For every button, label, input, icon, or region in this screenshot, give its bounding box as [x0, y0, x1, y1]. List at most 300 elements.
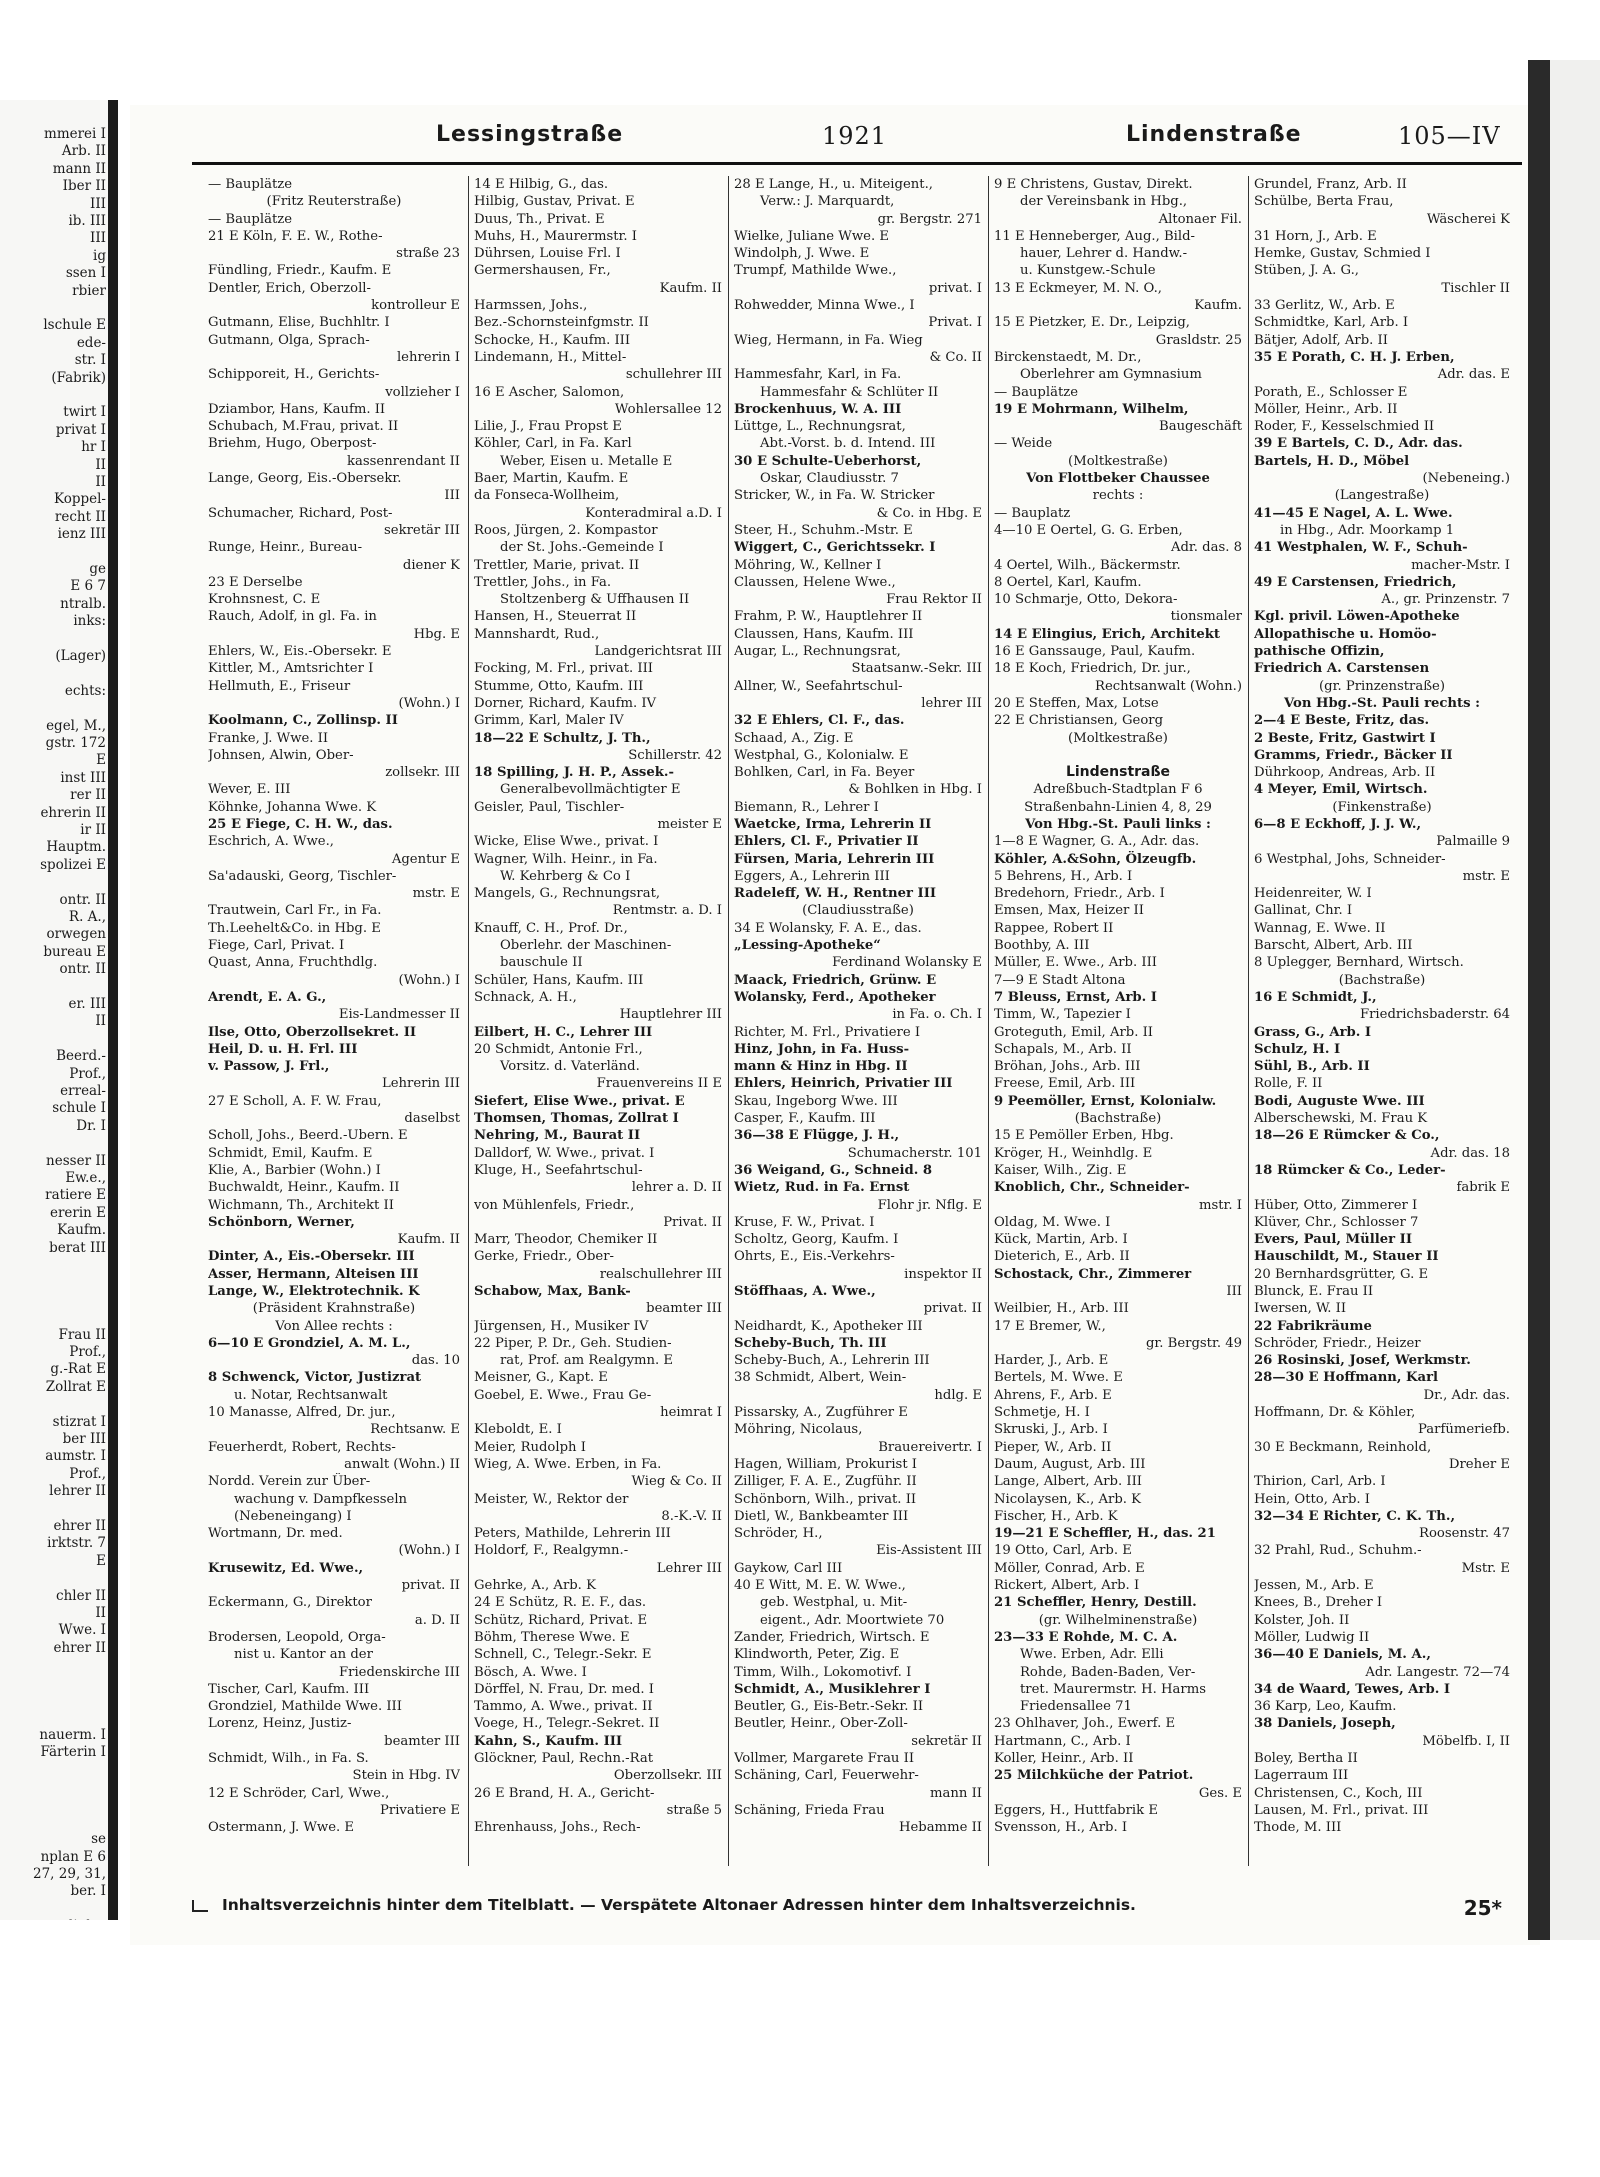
directory-line: Kruse, F. W., Privat. I [734, 1214, 875, 1230]
directory-line: Neidhardt, K., Apotheker III [734, 1318, 923, 1334]
directory-line: 10 Schmarje, Otto, Dekora- [994, 592, 1178, 608]
directory-line: Kleboldt, E. I [474, 1422, 562, 1438]
directory-line: (Finkenstraße) [1332, 799, 1432, 815]
directory-line: 34 E Wolansky, F. A. E., das. [734, 920, 922, 936]
directory-line: Bösch, A. Wwe. I [474, 1664, 587, 1680]
directory-line: das. 10 [411, 1353, 460, 1369]
facing-page-line: ssen I [65, 265, 106, 282]
directory-line: Klüver, Chr., Schlosser 7 [1254, 1214, 1419, 1230]
directory-line: Wietz, Rud. in Fa. Ernst [734, 1180, 910, 1196]
facing-page-line: ede- [76, 334, 106, 351]
directory-line: privat. I [928, 280, 982, 296]
directory-line: Schumacherstr. 101 [847, 1145, 982, 1161]
directory-line: Hammesfahr & Schlüter II [760, 384, 939, 400]
directory-line: Ohrts, E., Eis.-Verkehrs- [734, 1249, 895, 1265]
directory-line: Parfümeriefb. [1418, 1422, 1510, 1438]
directory-line: 36 Karp, Leo, Kaufm. [1254, 1699, 1397, 1715]
directory-line: (Bachstraße) [1074, 1111, 1162, 1127]
directory-line: Friedensallee 71 [1020, 1699, 1132, 1715]
directory-line: — Bauplätze [994, 384, 1078, 400]
directory-line: 6 Westphal, Johs, Schneider- [1254, 851, 1446, 867]
directory-line: Dreher E [1448, 1456, 1510, 1472]
directory-line: lehrerin I [396, 349, 460, 365]
directory-line: Dietl, W., Bankbeamter III [734, 1508, 909, 1524]
directory-line: Wieg & Co. II [631, 1474, 722, 1490]
directory-line: Blunck, E. Frau II [1254, 1284, 1374, 1299]
directory-line: Wolansky, Ferd., Apotheker [734, 989, 936, 1005]
directory-line: Schäning, Carl, Feuerwehr- [734, 1768, 919, 1784]
directory-line: 7—9 E Stadt Altona [994, 972, 1126, 988]
directory-line: Windolph, J. Wwe. E [734, 246, 870, 262]
directory-line: 20 E Steffen, Max, Lotse [994, 695, 1159, 711]
directory-line: 8 Oertel, Karl, Kaufm. [994, 574, 1142, 590]
directory-line: 19—21 E Scheffler, H., das. 21 [994, 1526, 1216, 1542]
facing-page-line: (Fabrik) [51, 369, 106, 386]
directory-line: Rickert, Albert, Arb. I [994, 1578, 1140, 1594]
directory-line: Casper, F., Kaufm. III [734, 1111, 876, 1127]
directory-line: Lausen, M. Frl., privat. III [1254, 1802, 1429, 1818]
directory-line: Frauenvereins II E [596, 1076, 722, 1092]
corner-mark [192, 1900, 208, 1912]
directory-line: Ilse, Otto, Oberzollsekret. II [208, 1024, 417, 1040]
facing-page-line: schule I [52, 1100, 106, 1117]
directory-line: Gutmann, Elise, Buchhltr. I [208, 315, 390, 331]
directory-line: Ehlers, Heinrich, Privatier III [734, 1076, 953, 1092]
directory-line: 24 E Schütz, R. E. F., das. [474, 1595, 647, 1611]
directory-line: 18—26 E Rümcker & Co., [1254, 1128, 1440, 1144]
directory-line: sekretär II [911, 1733, 982, 1749]
directory-line: Th.Leehelt&Co. in Hbg. E [208, 920, 381, 936]
directory-line: lehrer a. D. II [631, 1180, 722, 1196]
directory-line: Fündling, Friedr., Kaufm. E [208, 263, 392, 279]
directory-line: Knees, B., Dreher I [1254, 1595, 1383, 1611]
directory-line: vollzieher I [385, 384, 460, 400]
directory-line: Timm, Wilh., Lokomotivf. I [734, 1664, 912, 1680]
directory-line: Skruski, J., Arb. I [994, 1422, 1108, 1438]
facing-page-line: III [90, 230, 106, 247]
directory-line: Dinter, A., Eis.-Obersekr. III [208, 1249, 415, 1265]
directory-line: Westphal, G., Kolonialw. E [734, 747, 909, 763]
directory-line: Kaufm. [1194, 298, 1242, 314]
directory-line: daselbst [404, 1111, 460, 1127]
directory-line: Geisler, Paul, Tischler- [474, 799, 625, 815]
facing-page-line: ber. I [70, 1883, 106, 1900]
facing-page-line: III [90, 195, 106, 212]
directory-line: Buchwaldt, Heinr., Kaufm. II [208, 1180, 400, 1196]
directory-line: Brauereivertr. I [878, 1439, 982, 1455]
directory-line: Runge, Heinr., Bureau- [208, 540, 363, 556]
directory-line: Mannshardt, Rud., [474, 626, 600, 642]
directory-line: Koolmann, C., Zollinsp. II [208, 713, 398, 729]
directory-line: diener K [402, 557, 460, 573]
footer-text: Inhaltsverzeichnis hinter dem Titelblatt. — Verspätete Altonaer Adressen hinter dem Inhaltsverzeichnis. [222, 1896, 1136, 1914]
directory-line: Heil, D. u. H. Frl. III [208, 1041, 358, 1057]
facing-page-line: nplan E 6 [40, 1848, 106, 1865]
directory-line: fabrik E [1456, 1180, 1510, 1196]
directory-line: 5 Behrens, H., Arb. I [994, 868, 1133, 884]
directory-line: Stüben, J. A. G., [1254, 263, 1359, 279]
facing-page-line: Färterin I [40, 1744, 106, 1761]
directory-line: rat, Prof. am Realgymn. E [500, 1353, 674, 1369]
directory-line: Frau Rektor II [886, 592, 982, 608]
facing-page-line: irktstr. 7 [47, 1535, 106, 1552]
directory-line: Friedenskirche III [339, 1664, 460, 1680]
directory-line: Schabow, Max, Bank- [474, 1284, 631, 1299]
directory-line: 9 Peemöller, Ernst, Kolonialw. [994, 1093, 1217, 1109]
footer-page-number: 25* [1463, 1896, 1502, 1920]
facing-page-line: Arb. II [61, 143, 106, 160]
directory-line: da Fonseca-Wollheim, [474, 488, 620, 504]
directory-line: a. D. II [414, 1612, 460, 1628]
directory-line: Dörffel, N. Frau, Dr. med. I [474, 1681, 655, 1697]
directory-line: 23 Ohlhaver, Joh., Ewerf. E [994, 1716, 1176, 1732]
directory-line: Brodersen, Leopold, Orga- [208, 1629, 386, 1645]
directory-line: Asser, Hermann, Alteisen III [208, 1266, 419, 1282]
directory-line: 6—8 E Eckhoff, J. J. W., [1254, 816, 1422, 832]
directory-line: 32 E Ehlers, Cl. F., das. [734, 713, 905, 729]
directory-line: Mstr. E [1461, 1560, 1510, 1576]
directory-line: Möbelfb. I, II [1422, 1733, 1510, 1749]
column-2 [474, 176, 722, 1836]
directory-line: privat. II [923, 1301, 982, 1317]
directory-line: Bohlken, Carl, in Fa. Beyer [734, 765, 915, 781]
directory-line: Zilliger, F. A. E., Zugführ. II [734, 1474, 917, 1490]
directory-line: Dieterich, E., Arb. II [994, 1249, 1130, 1265]
facing-page-line: berat III [49, 1239, 106, 1256]
directory-line: 32—34 E Richter, C. K. Th., [1254, 1508, 1456, 1524]
directory-line: Privat. I [928, 315, 982, 331]
directory-line: Wever, E. III [208, 782, 291, 798]
directory-line: 32 Prahl, Rud., Schuhm.- [1254, 1543, 1422, 1559]
directory-line: 30 E Schulte-Ueberhorst, [734, 453, 922, 469]
directory-line: Lehrerin III [382, 1076, 460, 1092]
directory-line: Wohlersallee 12 [614, 401, 722, 417]
directory-line: Stein in Hbg. IV [352, 1768, 460, 1784]
directory-line: der Vereinsbank in Hbg., [1020, 194, 1188, 210]
directory-line: Knauff, C. H., Prof. Dr., [474, 920, 628, 936]
directory-line: Schönborn, Werner, [208, 1214, 355, 1230]
directory-line: 27 E Scholl, A. F. W. Frau, [208, 1093, 382, 1109]
facing-page-line: ehrer II [53, 1518, 106, 1534]
directory-line: Dentler, Erich, Oberzoll- [208, 280, 371, 296]
facing-page-line: gstr. 172 [45, 735, 106, 751]
directory-line: Gutmann, Olga, Sprach- [208, 332, 370, 348]
directory-line: 18 Rümcker & Co., Leder- [1254, 1162, 1446, 1178]
facing-page-line: ehrerin II [40, 804, 106, 821]
directory-line: Emsen, Max, Heizer II [994, 903, 1144, 919]
directory-line: Hüber, Otto, Zimmerer I [1254, 1197, 1418, 1213]
directory-line: 28—30 E Hoffmann, Karl [1254, 1370, 1439, 1386]
directory-line: Rentmstr. a. D. I [612, 903, 722, 919]
directory-line: realschullehrer III [599, 1266, 722, 1282]
directory-line: beamter III [384, 1733, 460, 1749]
directory-line: Friedrichsbaderstr. 64 [1359, 1007, 1510, 1023]
facing-page-line: ererin E [49, 1204, 106, 1221]
directory-line: Möhring, W., Kellner I [734, 557, 882, 573]
directory-line: Oberlehrer am Gymnasium [1020, 367, 1202, 383]
directory-line: v. Passow, J. Frl., [208, 1059, 330, 1075]
directory-line: meister E [657, 816, 722, 832]
facing-page-line: Koppel- [53, 491, 106, 508]
directory-line: — Weide [994, 436, 1053, 452]
directory-line: (Moltkestraße) [1068, 453, 1168, 469]
directory-line: Köhler, Carl, in Fa. Karl [474, 436, 632, 452]
facing-page-line: rer II [70, 787, 106, 804]
directory-line: straße 23 [396, 246, 460, 262]
directory-line: 18 E Koch, Friedrich, Dr. jur., [994, 661, 1191, 677]
directory-line: Bertels, M. Wwe. E [994, 1370, 1123, 1386]
directory-line: Roos, Jürgen, 2. Kompastor [474, 522, 658, 538]
directory-line: Schipporeit, H., Gerichts- [208, 367, 380, 383]
directory-line: Claussen, Hans, Kaufm. III [734, 626, 914, 642]
directory-line: (Wohn.) I [398, 695, 460, 711]
directory-line: tionsmaler [1170, 609, 1242, 625]
directory-line: 16 E Ganssauge, Paul, Kaufm. [994, 644, 1196, 660]
directory-line: Gehrke, A., Arb. K [474, 1578, 596, 1594]
directory-line: hauer, Lehrer d. Handw.- [1020, 246, 1188, 262]
directory-line: & Bohlken in Hbg. I [848, 782, 982, 798]
directory-line: inspektor II [904, 1266, 982, 1282]
directory-line: (Bachstraße) [1338, 972, 1426, 988]
directory-line: Allopathische u. Homöo- [1254, 626, 1437, 642]
directory-line: 17 E Bremer, W., [994, 1318, 1106, 1334]
directory-line: Allner, W., Seefahrtschul- [734, 678, 903, 694]
directory-line: Ehrenhauss, Johs., Rech- [474, 1820, 641, 1836]
directory-line: Weber, Eisen u. Metalle E [500, 453, 673, 469]
directory-line: 25 Milchküche der Patriot. [994, 1768, 1194, 1784]
directory-line: 11 E Henneberger, Aug., Bild- [994, 228, 1195, 244]
directory-line: Wichmann, Th., Architekt II [208, 1197, 394, 1213]
directory-line: Freese, Emil, Arb. III [994, 1076, 1136, 1092]
directory-line: Lagerraum III [1254, 1768, 1349, 1784]
directory-line: (Wohn.) I [398, 972, 460, 988]
directory-line: Böhm, Therese Wwe. E [474, 1629, 630, 1645]
directory-line: anwalt (Wohn.) II [344, 1456, 460, 1472]
directory-line: Schostack, Chr., Zimmerer [994, 1266, 1192, 1282]
directory-line: Straßenbahn-Linien 4, 8, 29 [1024, 799, 1212, 815]
directory-line: Müller, E. Wwe., Arb. III [994, 955, 1157, 971]
directory-line: Hebamme II [898, 1820, 982, 1836]
directory-line: Lehrer III [656, 1560, 722, 1576]
directory-line: Schaad, A., Zig. E [734, 730, 854, 746]
footer-note [192, 1896, 1522, 1920]
directory-line: Nehring, M., Baurat II [474, 1128, 641, 1144]
facing-page-line: ienz III [57, 526, 106, 543]
directory-line: Hauschildt, M., Stauer II [1254, 1249, 1439, 1265]
facing-page-line: echts: [64, 682, 106, 699]
directory-line: Schmidtke, Karl, Arb. I [1254, 315, 1409, 331]
directory-line: 23—33 E Rohde, M. C. A. [994, 1629, 1178, 1645]
directory-line: Augar, L., Rechnungsrat, [734, 644, 901, 660]
facing-page-line: orwegen [46, 926, 106, 943]
directory-line: 38 Schmidt, Albert, Wein- [734, 1370, 907, 1386]
directory-line: Bredehorn, Friedr., Arb. I [994, 886, 1165, 902]
directory-line: Muhs, H., Maurermstr. I [474, 228, 638, 244]
column-divider [728, 176, 729, 1866]
directory-line: Scholtz, Georg, Kaufm. I [734, 1232, 899, 1248]
facing-page-line: nesser II [46, 1152, 106, 1169]
directory-line: Skau, Ingeborg Wwe. III [734, 1093, 898, 1109]
directory-line: Hartmann, C., Arb. I [994, 1733, 1131, 1749]
directory-line: — Bauplätze [208, 211, 292, 227]
directory-line: (Nebeneingang) I [234, 1508, 352, 1524]
directory-line: Timm, W., Tapezier I [994, 1007, 1131, 1023]
directory-line: 13 E Eckmeyer, M. N. O., [994, 280, 1162, 296]
directory-line: Koller, Heinr., Arb. II [994, 1751, 1134, 1767]
directory-line: Heidenreiter, W. I [1254, 886, 1372, 902]
book-gutter [108, 100, 118, 1920]
directory-line: Evers, Paul, Müller II [1254, 1232, 1413, 1248]
directory-line: u. Notar, Rechtsanwalt [234, 1387, 388, 1403]
facing-page-line: E 6 7 [70, 578, 106, 595]
directory-line: zollsekr. III [385, 765, 460, 781]
header-left-street: Lessingstraße [436, 122, 624, 147]
facing-page-line: Zollrat E [45, 1378, 106, 1395]
directory-line: mstr. I [1198, 1197, 1242, 1213]
directory-line: Kaufm. II [659, 280, 722, 296]
directory-line: Flohr jr. Nflg. E [877, 1197, 982, 1213]
directory-line: Ahrens, F., Arb. E [994, 1387, 1112, 1403]
directory-line: Hein, Otto, Arb. I [1254, 1491, 1370, 1507]
directory-line: Fiege, Carl, Privat. I [208, 938, 345, 954]
directory-line: (Präsident Krahnstraße) [252, 1301, 416, 1317]
facing-page-line: R. A., [68, 909, 106, 925]
directory-line: Krohnsnest, C. E [208, 592, 321, 608]
directory-line: 4 Oertel, Wilh., Bäckermstr. [994, 557, 1181, 573]
directory-line: 26 Rosinski, Josef, Werkmstr. [1254, 1353, 1471, 1369]
directory-line: 20 Schmidt, Antonie Frl., [474, 1041, 643, 1057]
directory-line: Kaiser, Wilh., Zig. E [994, 1162, 1127, 1178]
directory-line: hdlg. E [934, 1387, 982, 1403]
directory-line: III [1226, 1284, 1242, 1299]
directory-line: Privatiere E [380, 1802, 460, 1818]
column-4 [994, 176, 1242, 1836]
directory-line: Kahn, S., Kaufm. III [474, 1733, 623, 1749]
directory-line: in Fa. o. Ch. I [892, 1007, 982, 1023]
directory-line: Eschrich, A. Wwe., [208, 834, 334, 850]
directory-line: von Mühlenfels, Friedr., [474, 1197, 635, 1213]
directory-line: Hoffmann, Dr. & Köhler, [1254, 1405, 1416, 1421]
directory-line: 10 Manasse, Alfred, Dr. jur., [208, 1405, 396, 1421]
directory-line: Grimm, Karl, Maler IV [474, 713, 624, 729]
directory-line: Glöckner, Paul, Rechn.-Rat [474, 1751, 653, 1767]
directory-line: kontrolleur E [371, 298, 460, 314]
directory-line: — Bauplätze [208, 177, 292, 192]
directory-line: 16 E Schmidt, J., [1254, 989, 1377, 1005]
directory-line: Rappee, Robert II [994, 920, 1114, 936]
directory-line: Harder, J., Arb. E [994, 1353, 1109, 1369]
directory-line: 8 Uplegger, Bernhard, Wirtsch. [1254, 955, 1464, 971]
directory-line: Dalldorf, W. Wwe., privat. I [474, 1145, 655, 1161]
directory-line: Tischler II [1441, 280, 1510, 296]
directory-line: 36—40 E Daniels, M. A., [1254, 1647, 1431, 1663]
facing-page-line: recht II [54, 508, 106, 525]
directory-line: 22 Piper, P. Dr., Geh. Studien- [474, 1335, 672, 1351]
directory-line: Grass, G., Arb. I [1254, 1024, 1372, 1040]
directory-line: Sühl, B., Arb. II [1254, 1059, 1370, 1075]
directory-line: Peters, Mathilde, Lehrerin III [474, 1526, 671, 1542]
column-divider [1248, 176, 1249, 1866]
directory-line: 39 E Bartels, C. D., Adr. das. [1254, 436, 1463, 452]
directory-line: Möller, Conrad, Arb. E [994, 1560, 1145, 1576]
facing-page-line: egel, M., [46, 717, 106, 734]
directory-line: Bartels, H. D., Möbel [1254, 453, 1410, 469]
directory-line: Vorsitz. d. Vaterländ. [500, 1059, 640, 1075]
facing-page-line: mmerei I [44, 126, 106, 142]
directory-line: Franke, J. Wwe. II [208, 730, 329, 746]
directory-line: 28 E Lange, H., u. Miteigent., [734, 177, 933, 192]
directory-line: 19 Otto, Carl, Arb. E [994, 1543, 1132, 1559]
directory-line: 1—8 E Wagner, G. A., Adr. das. [994, 834, 1200, 850]
directory-line: 35 E Porath, C. H. J. Erben, [1254, 349, 1455, 365]
directory-line: Hbg. E [413, 626, 460, 642]
facing-page-line: ig [93, 247, 106, 264]
header-rule [192, 162, 1522, 165]
directory-line: Fischer, H., Arb. K [994, 1508, 1118, 1524]
directory-line: Pissarsky, A., Zugführer E [734, 1405, 908, 1421]
directory-line: A., gr. Prinzenstr. 7 [1381, 592, 1510, 608]
directory-line: Adr. das. E [1437, 367, 1510, 383]
facing-page-line: inst III [60, 769, 106, 786]
directory-line: Wagner, Wilh. Heinr., in Fa. [474, 851, 658, 867]
facing-page-line: privat I [55, 421, 106, 438]
directory-line: Wäscherei K [1426, 211, 1510, 227]
directory-line: Hauptlehrer III [619, 1007, 722, 1023]
facing-page-line: chler II [56, 1587, 106, 1604]
directory-line: Knoblich, Chr., Schneider- [994, 1180, 1190, 1196]
directory-line: Boley, Bertha II [1254, 1751, 1358, 1767]
directory-line: 6—10 E Grondziel, A. M. L., [208, 1335, 411, 1351]
facing-page-line: Prof., [69, 1065, 106, 1082]
directory-line: Möller, Heinr., Arb. II [1254, 401, 1398, 417]
directory-line: Staatsanw.-Sekr. III [851, 661, 982, 677]
directory-line: Lange, Georg, Eis.-Obersekr. [208, 471, 402, 487]
directory-line: 31 Horn, J., Arb. E [1254, 228, 1377, 244]
directory-line: Gallinat, Chr. I [1254, 903, 1353, 919]
directory-line: geb. Westphal, u. Mit- [760, 1595, 908, 1611]
directory-line: Ehlers, W., Eis.-Obersekr. E [208, 644, 392, 660]
directory-line: Möhring, Nicolaus, [734, 1422, 863, 1438]
directory-line: Schröder, Friedr., Heizer [1254, 1335, 1421, 1351]
directory-line: Hammesfahr, Karl, in Fa. [734, 367, 902, 383]
directory-line: 36—38 E Flügge, J. H., [734, 1128, 900, 1144]
facing-page-line: str. I [74, 352, 106, 369]
facing-page-line: Wwe. I [58, 1622, 106, 1639]
facing-page-line: II [95, 474, 106, 490]
directory-line: Harmssen, Johs., [474, 298, 588, 314]
directory-line: Klindworth, Peter, Zig. E [734, 1647, 900, 1663]
directory-line: Tammo, A. Wwe., privat. II [474, 1699, 653, 1715]
directory-line: Beutler, Heinr., Ober-Zoll- [734, 1716, 908, 1732]
directory-line: Birckenstaedt, M. Dr., [994, 349, 1142, 365]
directory-line: Biemann, R., Lehrer I [734, 799, 879, 815]
directory-line: (Langestraße) [1334, 488, 1430, 504]
facing-page-line: Beerd.- [56, 1048, 106, 1065]
directory-line: Holdorf, F., Realgymn.- [474, 1543, 629, 1559]
directory-line: Adr. das. 18 [1430, 1145, 1510, 1161]
directory-line: 38 Daniels, Joseph, [1254, 1716, 1396, 1732]
directory-line: Konteradmiral a.D. I [585, 505, 722, 521]
directory-line: Von Hbg.-St. Pauli rechts : [1284, 695, 1480, 711]
directory-line: Schulz, H. I [1254, 1041, 1341, 1057]
directory-line: u. Kunstgew.-Schule [1020, 263, 1156, 279]
directory-line: Schüler, Hans, Kaufm. III [474, 972, 644, 988]
facing-page-line: E [96, 752, 106, 769]
directory-line: 40 E Witt, M. E. W. Wwe., [734, 1578, 906, 1594]
directory-line: Schülbe, Berta Frau, [1254, 194, 1394, 210]
facing-page-line: II [95, 1013, 106, 1030]
directory-line: Schmidt, A., Musiklehrer I [734, 1681, 931, 1697]
